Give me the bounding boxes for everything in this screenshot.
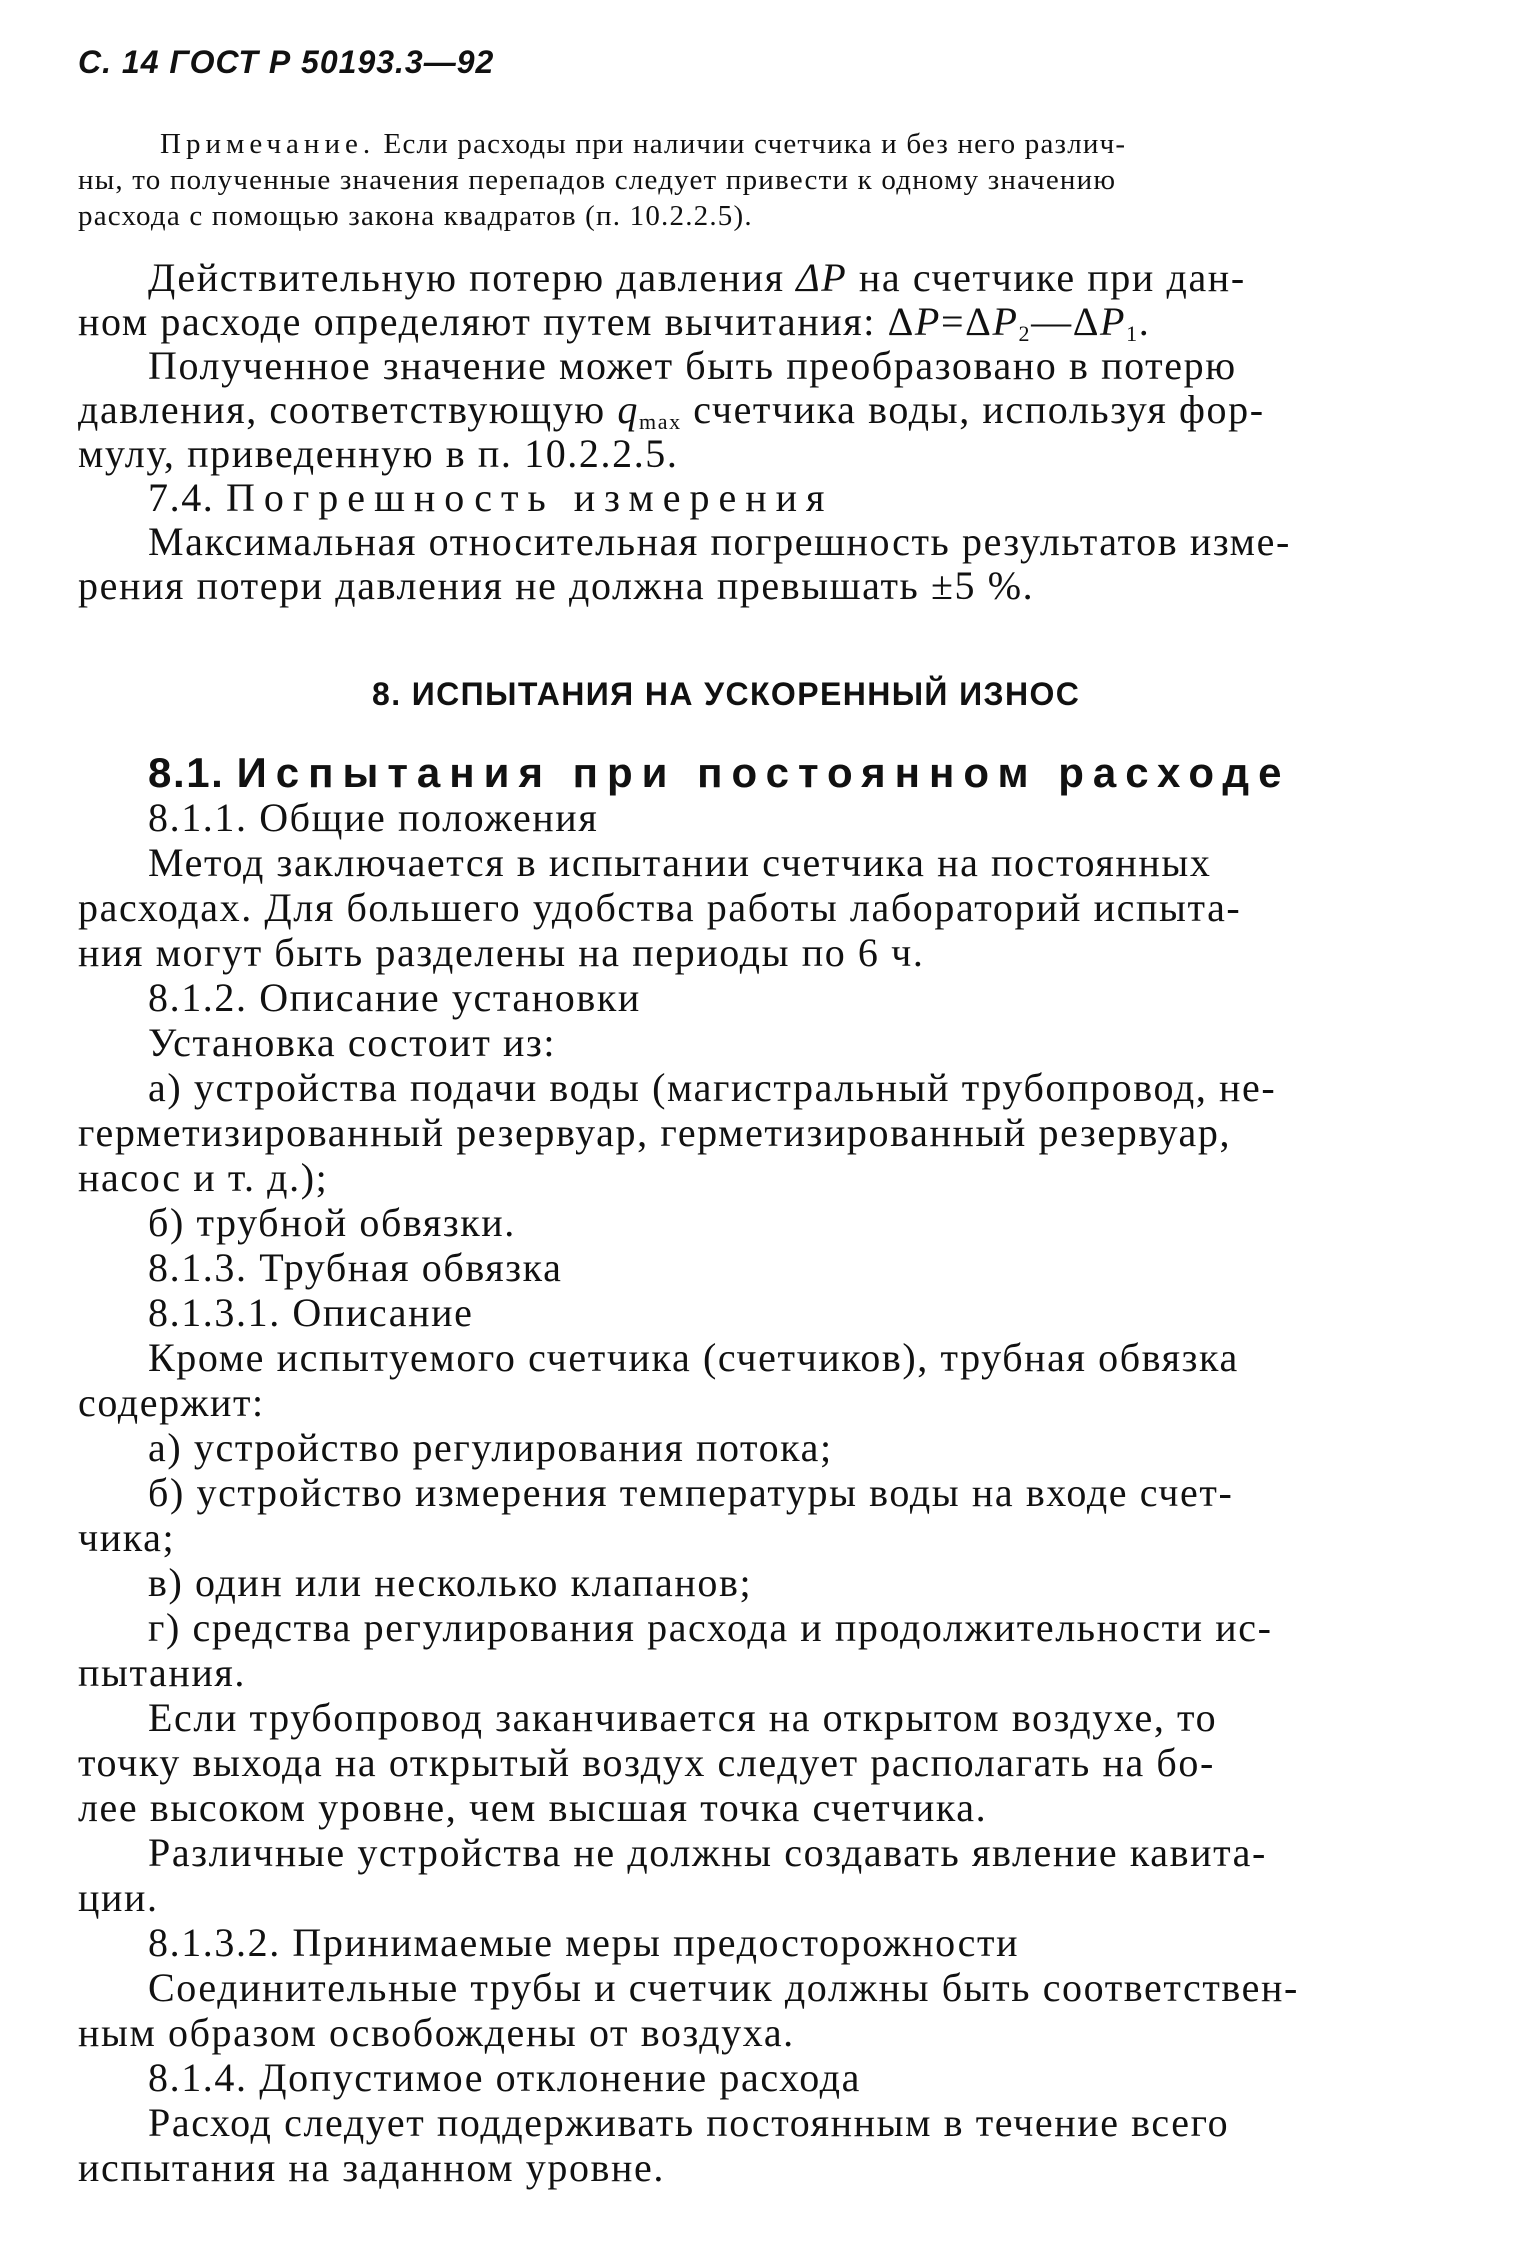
section-8-1-title: Испытания при постоянном расходе bbox=[236, 749, 1291, 796]
s812-item-a-3: насос и т. д.); bbox=[78, 1155, 329, 1200]
s813-p1-line-3: лее высоком уровне, чем высшая точка счетчика. bbox=[78, 1785, 988, 1830]
s814-heading: 8.1.4. Допустимое отклонение расхода bbox=[148, 2055, 861, 2100]
para1-text-b: на счетчике при дан- bbox=[847, 255, 1246, 300]
s813-p1-line-1: Если трубопровод заканчивается на открытом воздухе, то bbox=[148, 1695, 1218, 1740]
s813-line-1: Кроме испытуемого счетчика (счетчиков), трубная обвязка bbox=[148, 1335, 1239, 1380]
s811-line-1: Метод заключается в испытании счетчика на постоянных bbox=[148, 840, 1212, 885]
para1-text-c: ном расходе определяют путем вычитания: bbox=[78, 299, 888, 344]
s8132-line-1: Соединительные трубы и счетчик должны быть соответствен- bbox=[148, 1965, 1299, 2010]
s811-heading: 8.1.1. Общие положения bbox=[148, 795, 599, 840]
note-line-1 bbox=[160, 130, 1126, 159]
s8132-heading: 8.1.3.2. Принимаемые меры предосторожности bbox=[148, 1920, 1020, 1965]
s813-line-2: содержит: bbox=[78, 1380, 265, 1425]
s8132-line-2: ным образом освобождены от воздуха. bbox=[78, 2010, 795, 2055]
para2-line-3: мулу, приведенную в п. 10.2.2.5. bbox=[78, 431, 679, 476]
formula: $\Delta P=\Delta P_2—\Delta P_1$. bbox=[887, 299, 1151, 346]
s813-p2-line-2: ции. bbox=[78, 1875, 159, 1920]
q-symbol: q bbox=[617, 387, 640, 432]
s813-item-d-1: г) средства регулирования расхода и продолжительности ис- bbox=[148, 1605, 1273, 1650]
s814-line-2: испытания на заданном уровне. bbox=[78, 2145, 666, 2190]
page-header: С. 14 ГОСТ Р 50193.3—92 bbox=[78, 44, 495, 80]
s813-item-b-2: чика; bbox=[78, 1515, 176, 1560]
s811-line-3: ния могут быть разделены на периоды по 6 ч. bbox=[78, 930, 925, 975]
note-line-3: расхода с помощью закона квадратов (п. 10.2.2.5). bbox=[78, 200, 753, 232]
para1-line-1 bbox=[148, 255, 1246, 300]
section-7-4-title: Погрешность измерения bbox=[226, 475, 834, 520]
section-8-1-heading: 8.1. Испытания при постоянном расходе bbox=[148, 749, 1291, 796]
s812-item-a-1: а) устройства подачи воды (магистральный трубопровод, не- bbox=[148, 1065, 1277, 1110]
section-7-4-heading: 7.4. Погрешность измерения bbox=[148, 475, 834, 520]
s811-line-2: расходах. Для большего удобства работы лабораторий испыта- bbox=[78, 885, 1242, 930]
delta-p-symbol: ΔP bbox=[796, 255, 848, 300]
s814-line-1: Расход следует поддерживать постоянным в течение всего bbox=[148, 2100, 1230, 2145]
para2-line-2: давления, соответствующую $q_{max}$ счетчика воды, используя фор- bbox=[78, 387, 1265, 434]
s812-item-b: б) трубной обвязки. bbox=[148, 1200, 516, 1245]
s8131-heading: 8.1.3.1. Описание bbox=[148, 1290, 474, 1335]
section-8-title: 8. ИСПЫТАНИЯ НА УСКОРЕННЫЙ ИЗНОС bbox=[372, 676, 1081, 712]
s813-heading: 8.1.3. Трубная обвязка bbox=[148, 1245, 563, 1290]
s813-item-b-1: б) устройство измерения температуры воды на входе счет- bbox=[148, 1470, 1234, 1515]
note-text-1: Если расходы при наличии счетчика и без него различ- bbox=[383, 128, 1127, 160]
para1-text-a: Действительную потерю давления bbox=[148, 255, 797, 300]
s813-item-a: а) устройство регулирования потока; bbox=[148, 1425, 833, 1470]
para1-line-2 bbox=[78, 299, 1151, 346]
qmax-subscript: max bbox=[639, 409, 682, 434]
s813-item-d-2: пытания. bbox=[78, 1650, 247, 1695]
s813-p2-line-1: Различные устройства не должны создавать явление кавита- bbox=[148, 1830, 1267, 1875]
s812-heading: 8.1.2. Описание установки bbox=[148, 975, 641, 1020]
note-line-2: ны, то полученные значения перепадов следует привести к одному значению bbox=[78, 164, 1117, 196]
s813-p1-line-2: точку выхода на открытый воздух следует располагать на бо- bbox=[78, 1740, 1215, 1785]
s74-line-2: рения потери давления не должна превышать ±5 %. bbox=[78, 563, 1035, 608]
s813-item-c: в) один или несколько клапанов; bbox=[148, 1560, 753, 1605]
note-label: Примечание. bbox=[160, 128, 376, 160]
s812-item-a-2: герметизированный резервуар, герметизированный резервуар, bbox=[78, 1110, 1232, 1155]
s812-line-1: Установка состоит из: bbox=[148, 1020, 557, 1065]
s74-line-1: Максимальная относительная погрешность результатов изме- bbox=[148, 519, 1291, 564]
para2-line-1: Полученное значение может быть преобразовано в потерю bbox=[148, 343, 1237, 388]
